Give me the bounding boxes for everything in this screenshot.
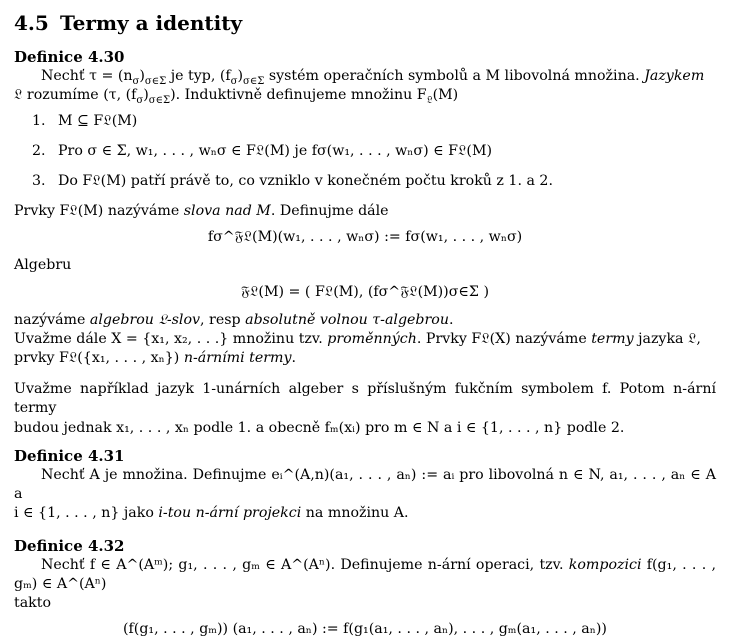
section-heading xyxy=(14,10,716,37)
formula-word-algebra: 𝔉𝔏(M) = ( F𝔏(M), (fσ^𝔉𝔏(M))σ∈Σ ) xyxy=(241,283,489,300)
definition-4-31-line-1: Nechť A je množina. Definujme eᵢ^(A,n)(a₁, . . . , aₙ) := aᵢ pro libovolná n ∈ N, a₁, . . . , aₙ ∈ A a xyxy=(14,467,716,503)
section-title: Termy a identity xyxy=(60,11,243,35)
algebra-naming: nazýváme algebrou 𝔏-slov, resp absolutně volnou τ-algebrou. xyxy=(14,311,454,328)
step-item: 1. M ⊆ F𝔏(M) xyxy=(32,112,138,129)
example-line-2: budou jednak x₁, . . . , xₙ podle 1. a obecně fₘ(xᵢ) pro m ∈ N a i ∈ {1, . . . , n} podle 2. xyxy=(14,419,625,436)
definition-4-30-heading: Definice 4.30 xyxy=(14,48,125,66)
algebra-word: Algebru xyxy=(14,257,72,274)
example-line-1: Uvažme například jazyk 1-unárních algeber s příslušným fukčním symbolem f. Potom n-ární termy xyxy=(14,381,716,417)
formula-composition: (f(g₁, . . . , gₘ)) (a₁, . . . , aₙ) := f(g₁(a₁, . . . , aₙ), . . . , gₘ(a₁, . . . , aₙ)) xyxy=(123,621,607,638)
definition-4-30-steps xyxy=(14,112,716,192)
step-item: 2. Pro σ ∈ Σ, w₁, . . . , wₙσ ∈ F𝔏(M) je fσ(w₁, . . . , wₙσ) ∈ F𝔏(M) xyxy=(32,142,492,159)
definition-4-31-line-2: i ∈ {1, . . . , n} jako i-tou n-ární projekci na množinu A. xyxy=(14,505,409,522)
definition-4-30-line-2: 𝔏 rozumíme (τ, $(f_\sigma)_{\sigma\in\Sigma}$). Induktivně definujeme množinu $F_𝔏(M)$ xyxy=(14,87,459,107)
variables-line-1: Uvažme dále X = {x₁, x₂, . . .} množinu tzv. proměnných. Prvky F𝔏(X) nazýváme termy jazyka 𝔏, xyxy=(14,330,701,347)
step-item: 3. Do F𝔏(M) patří právě to, co vzniklo v konečném počtu kroků z 1. a 2. xyxy=(32,172,553,189)
words-definition: Prvky F𝔏(M) nazýváme slova nad M. Definujme dále xyxy=(14,203,389,220)
section-number: 4.5 xyxy=(14,11,49,35)
definition-4-32-heading: Definice 4.32 xyxy=(14,536,125,555)
definition-4-32-line-1: Nechť f ∈ A^(Aᵐ); g₁, . . . , gₘ ∈ A^(Aⁿ). Definujeme n-ární operaci, tzv. kompozici f(g₁, . . . , gₘ) ∈ A^(Aⁿ) xyxy=(14,556,716,593)
formula-operations: fσ^𝔉𝔏(M)(w₁, . . . , wₙσ) := fσ(w₁, . . . , wₙσ) xyxy=(207,229,523,246)
definition-4-30-line-1: Nechť $\tau = (n_\sigma)_{\sigma\in\Sigma}$ je typ, $(f_\sigma)_{\sigma\in\Sigma}$ systém operačních symbolů a M libovolná množina. Jazykem xyxy=(41,68,705,88)
definition-4-32-line-2: takto xyxy=(14,595,51,612)
variables-line-2: prvky F𝔏({x₁, . . . , xₙ}) n-árními termy. xyxy=(14,350,297,367)
definition-4-31-heading: Definice 4.31 xyxy=(14,446,125,465)
